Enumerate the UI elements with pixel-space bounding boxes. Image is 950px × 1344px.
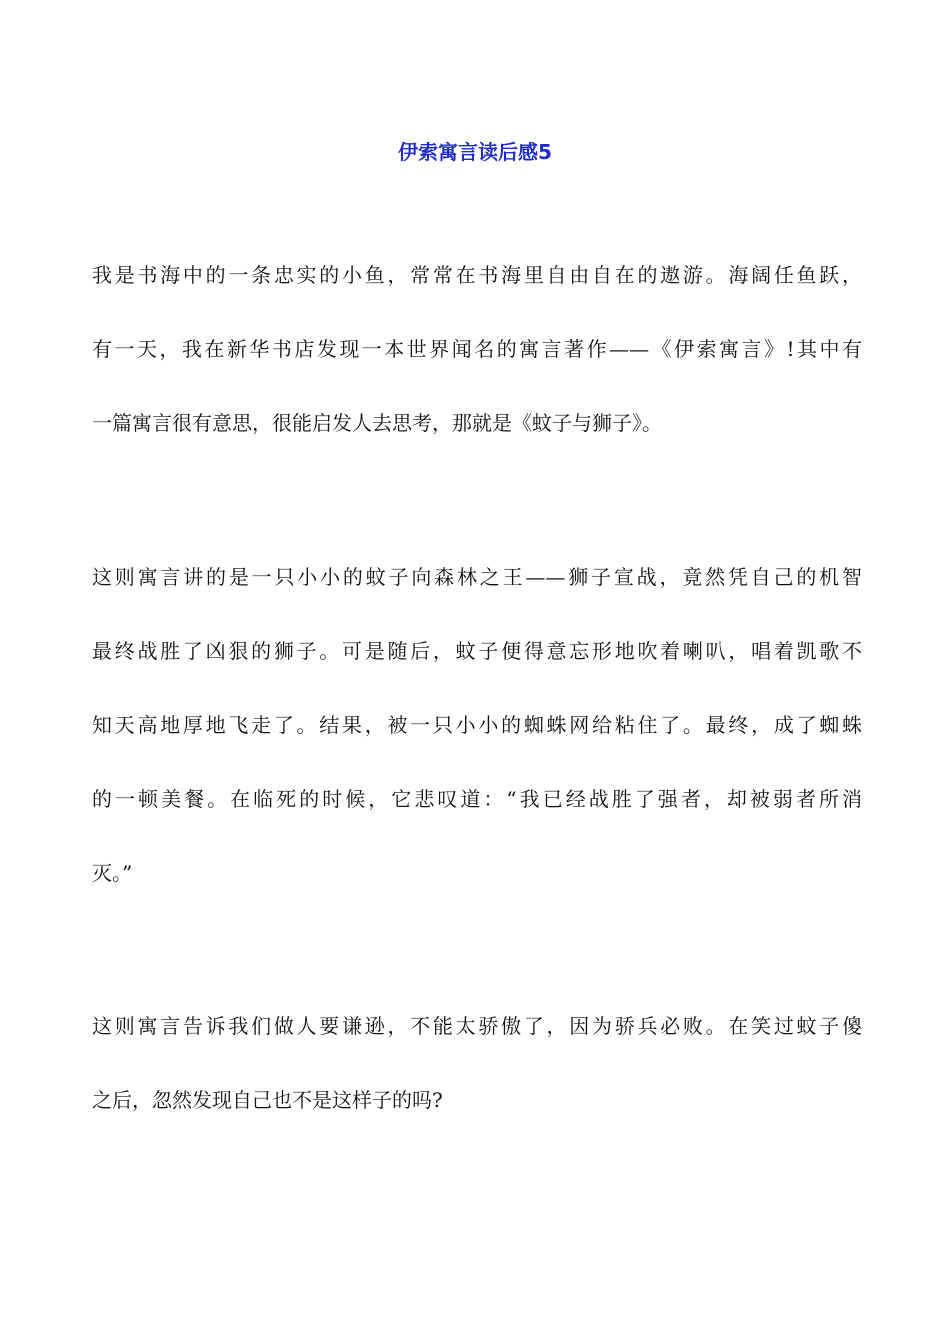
paragraph-1 bbox=[92, 238, 862, 460]
paragraph-line: 最终战胜了凶狠的狮子。可是随后，蚊子便得意忘形地吹着喇叭，唱着凯歌不 bbox=[92, 639, 862, 663]
paragraph-line: 之后，忽然发现自己也不是这样子的吗? bbox=[92, 1088, 443, 1112]
paragraph-3 bbox=[92, 989, 862, 1137]
document-title: 伊索寓言读后感5 bbox=[398, 140, 552, 164]
paragraph-line: 的一顿美餐。在临死的时候，它悲叹道：“我已经战胜了强者，却被弱者所消 bbox=[92, 787, 862, 811]
paragraph-line: 这则寓言告诉我们做人要谦逊，不能太骄傲了，因为骄兵必败。在笑过蚊子傻 bbox=[92, 1014, 862, 1038]
paragraph-line: 我是书海中的一条忠实的小鱼，常常在书海里自由自在的遨游。海阔任鱼跃， bbox=[92, 263, 862, 287]
paragraph-line: 知天高地厚地飞走了。结果，被一只小小的蜘蛛网给粘住了。最终，成了蜘蛛 bbox=[92, 713, 862, 737]
paragraph-line: 有一天，我在新华书店发现一本世界闻名的寓言著作——《伊索寓言》!其中有 bbox=[92, 337, 862, 361]
paragraph-line: 灭。” bbox=[92, 861, 133, 885]
paragraph-line: 一篇寓言很有意思，很能启发人去思考，那就是《蚊子与狮子》。 bbox=[92, 411, 662, 435]
paragraph-2 bbox=[92, 540, 862, 910]
paragraph-line: 这则寓言讲的是一只小小的蚊子向森林之王——狮子宣战，竟然凭自己的机智 bbox=[92, 565, 862, 589]
